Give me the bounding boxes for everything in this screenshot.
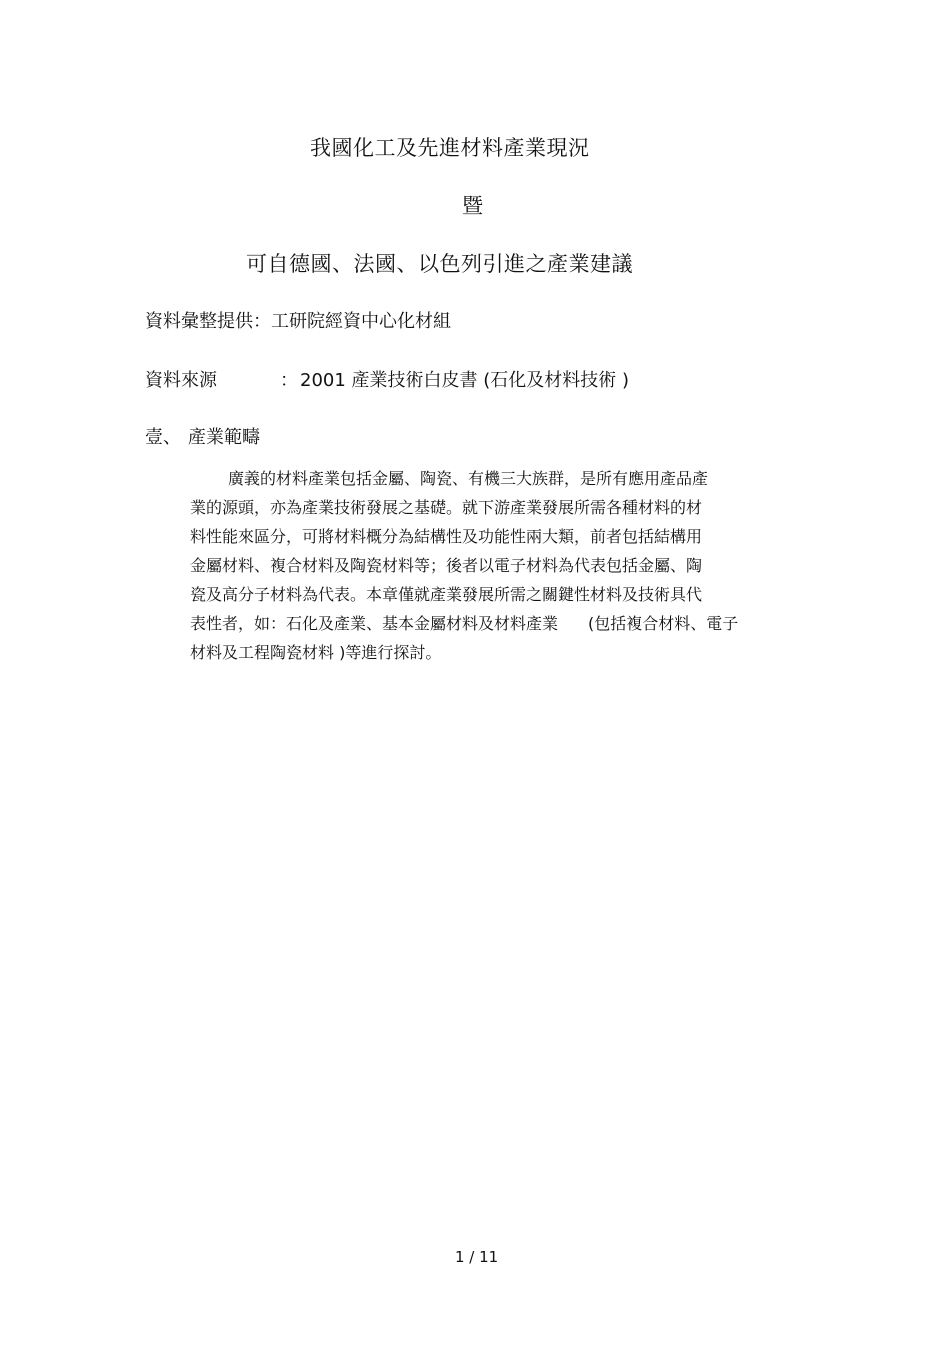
document-subtitle: 可自德國、法國、以色列引進之產業建議 [246, 252, 633, 276]
provider-line: 資料彙整提供：工研院經資中心化材組 [145, 311, 451, 332]
paragraph-line: 廣義的材料產業包括金屬、陶瓷、有機三大族群，是所有應用產品產 [228, 469, 709, 488]
source-label: 資料來源 [145, 370, 217, 391]
paragraph-line: 業的源頭，亦為產業技術發展之基礎。就下游產業發展所需各種材料的材 [190, 498, 703, 517]
source-colon: ： [280, 370, 298, 391]
document-title-conjunction: 暨 [462, 194, 484, 218]
paragraph-segment: (包括複合材料、電子 [588, 614, 739, 633]
source-value: 2001 產業技術白皮書 (石化及材料技術 ) [300, 370, 630, 391]
paragraph-line: 金屬材料、複合材料及陶瓷材料等；後者以電子材料為代表包括金屬、陶 [190, 556, 703, 575]
section-number: 壹、 [145, 427, 181, 448]
section-title: 產業範疇 [188, 427, 260, 448]
section-heading [145, 423, 260, 449]
source-line [145, 366, 629, 392]
paragraph-line [190, 609, 738, 638]
paragraph-line: 瓷及高分子材料為代表。本章僅就產業發展所需之關鍵性材料及技術具代 [190, 585, 703, 604]
page-number: 1 / 11 [455, 1248, 499, 1266]
paragraph-line: 料性能來區分，可將材料概分為結構性及功能性兩大類，前者包括結構用 [190, 527, 703, 546]
document-title: 我國化工及先進材料產業現況 [310, 136, 590, 160]
paragraph-segment: 表性者，如：石化及產業、基本金屬材料及材料產業 [190, 614, 559, 633]
paragraph-line: 材料及工程陶瓷材料 )等進行探討。 [190, 643, 442, 662]
